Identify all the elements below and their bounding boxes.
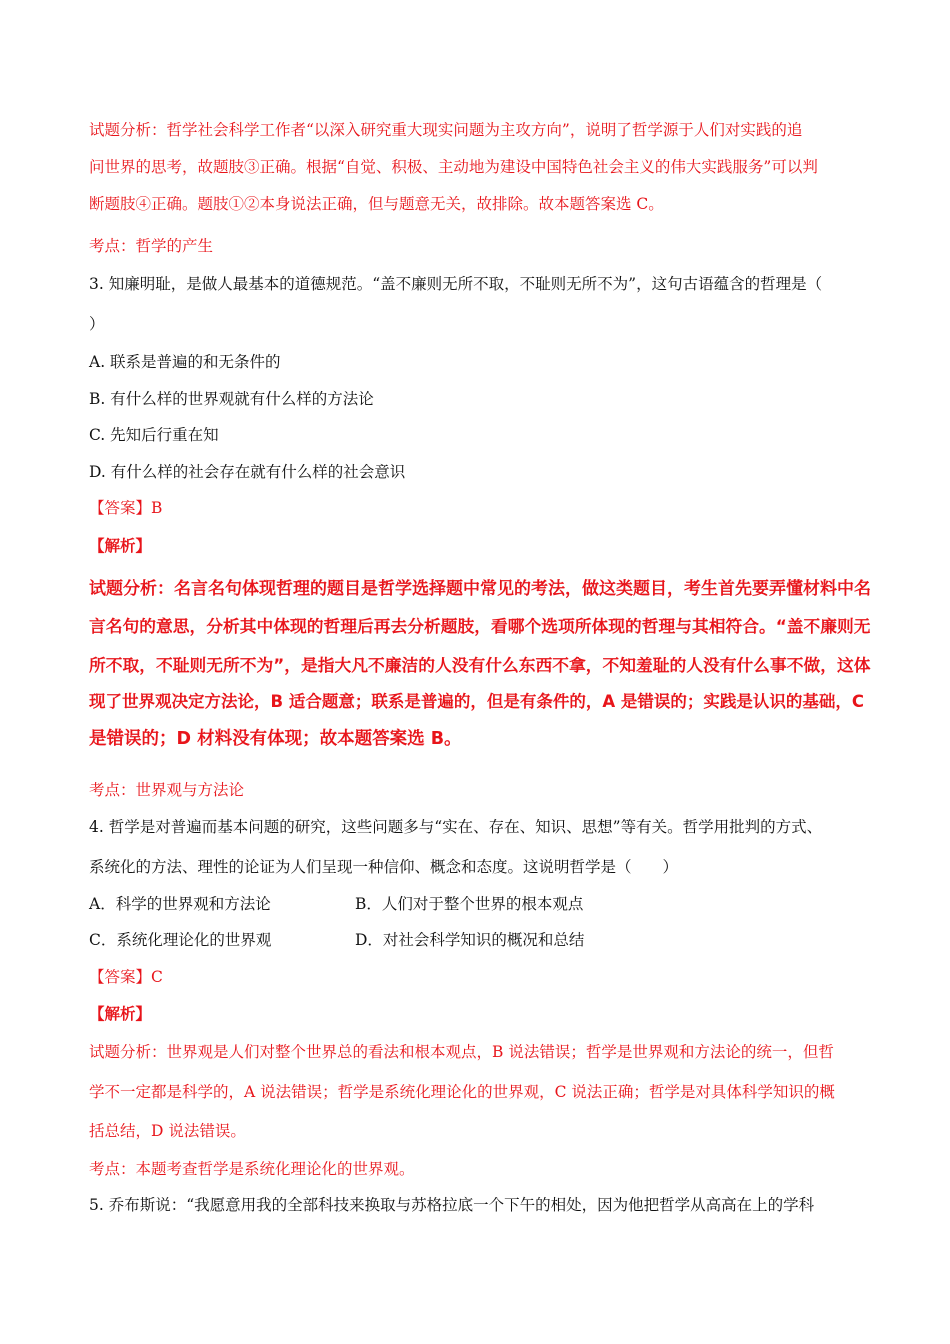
q3-option-c: C. 先知后行重在知 [89,426,219,444]
q4-analysis-line-2: 学不一定都是科学的，A 说法错误；哲学是系统化理论化的世界观，C 说法正确；哲学是对具体科学知识的概 [89,1083,835,1101]
q4-question-line-1: 4. 哲学是对普遍而基本问题的研究，这些问题多与“实在、存在、知识、思想”等有关。哲学用批判的方式、 [89,818,823,836]
q5-question-line-1: 5. 乔布斯说：“我愿意用我的全部科技来换取与苏格拉底一个下午的相处，因为他把哲学从高高在上的学科 [89,1196,815,1214]
q3-answer: 【答案】B [89,499,163,517]
q4-option-d: D．对社会科学知识的概况和总结 [355,931,585,949]
q4-option-c: C．系统化理论化的世界观 [89,931,272,949]
q2-analysis-line-3: 断题肢④正确。题肢①②本身说法正确，但与题意无关，故排除。故本题答案选 C。 [89,195,664,213]
q4-kaodian: 考点：本题考查哲学是系统化理论化的世界观。 [89,1160,415,1178]
q4-options-row-2 [89,930,874,950]
q3-kaodian: 考点：世界观与方法论 [89,781,245,799]
q4-analysis-line-1: 试题分析：世界观是人们对整个世界总的看法和根本观点，B 说法错误；哲学是世界观和方法论的统一，但哲 [89,1043,834,1061]
q2-kaodian: 考点：哲学的产生 [89,237,214,255]
q4-answer: 【答案】C [89,968,163,986]
q4-option-a: A．科学的世界观和方法论 [89,895,271,913]
q4-question-line-2: 系统化的方法、理性的论证为人们呈现一种信仰、概念和态度。这说明哲学是（ ） [89,858,679,876]
q2-analysis-line-1: 试题分析：哲学社会科学工作者“以深入研究重大现实问题为主攻方向”，说明了哲学源于人们对实践的追 [89,121,803,139]
q3-analysis-line-1: 试题分析：名言名句体现哲理的题目是哲学选择题中常见的考法，做这类题目，考生首先要弄懂材料中名 [89,579,871,599]
q3-analysis-line-5: 是错误的；D 材料没有体现；故本题答案选 B。 [89,729,462,749]
q3-option-b: B. 有什么样的世界观就有什么样的方法论 [89,390,374,408]
q3-analysis-line-2: 言名句的意思，分析其中体现的哲理后再去分析题肢，看哪个选项所体现的哲理与其相符合。“盖不廉则无 [89,616,871,636]
q4-option-b: B．人们对于整个世界的根本观点 [355,895,584,913]
q3-question-line-1: 3. 知廉明耻，是做人最基本的道德规范。“盖不廉则无所不取，不耻则无所不为”，这句古语蕴含的哲理是（ [89,275,823,293]
q4-analysis-line-3: 括总结，D 说法错误。 [89,1122,246,1140]
q3-jiexi-heading: 【解析】 [89,537,152,555]
q3-analysis-line-4: 现了世界观决定方法论，B 适合题意；联系是普遍的，但是有条件的，A 是错误的；实践是认识的基础，C [89,692,864,711]
q3-question-line-2: ） [89,315,105,333]
q3-option-a: A. 联系是普遍的和无条件的 [89,353,281,371]
q4-jiexi-heading: 【解析】 [89,1005,152,1023]
q2-analysis-line-2: 问世界的思考，故题肢③正确。根据“自觉、积极、主动地为建设中国特色社会主义的伟大实践服务”可以判 [89,158,818,176]
q3-analysis-line-3: 所不取，不耻则无所不为”，是指大凡不廉洁的人没有什么东西不拿，不知羞耻的人没有什么事不做，这体 [89,655,871,675]
q3-option-d: D. 有什么样的社会存在就有什么样的社会意识 [89,463,406,481]
q4-options-row-1 [89,894,874,914]
